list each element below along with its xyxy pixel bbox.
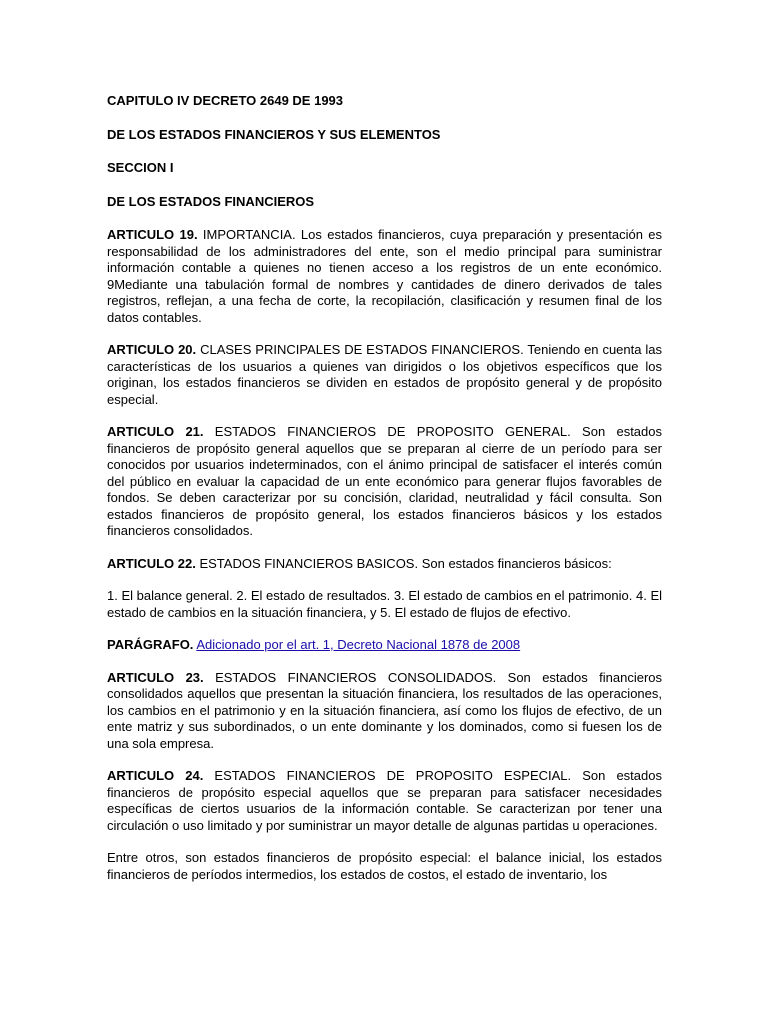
article-24-text: ESTADOS FINANCIEROS DE PROPOSITO ESPECIAL. Son estados financieros de propósito especial aquellos que se preparan para satisfacer necesidades específicas de ciertos usuarios de la información contable. Se caracterizan por tener una circulación o uso limitado y por suministrar un mayor detalle de algunas partidas u operaciones. (107, 768, 662, 833)
chapter-title: CAPITULO IV DECRETO 2649 DE 1993 (107, 93, 344, 108)
article-21 (107, 424, 662, 540)
article-19-text: IMPORTANCIA. Los estados financieros, cuya preparación y presentación es responsabilidad de los administradores del ente, son el medio principal para suministrar información contable a quienes no tienen acceso a los registros de un ente económico. 9Mediante una tabulación formal de nombres y cantidades de dinero derivados de tales registros, reflejan, a una fecha de corte, la recopilación, clasificación y resumen final de los datos contables. (107, 227, 662, 325)
paragrafo (107, 637, 662, 654)
special-statements-paragraph: Entre otros, son estados financieros de propósito especial: el balance inicial, los estados financieros de períodos intermedios, los estados de costos, el estado de inventario, los (107, 850, 662, 882)
article-23 (107, 670, 662, 753)
article-23-label: ARTICULO 23. (107, 669, 204, 685)
article-23-text: ESTADOS FINANCIEROS CONSOLIDADOS. Son estados financieros consolidados aquellos que presentan la situación financiera, los resultados de las operaciones, los cambios en el patrimonio y en la situación financiera, así como los flujos de efectivo, de un ente matriz y sus subordinados, o un ente dominante y los dominados, como si fuesen los de una sola empresa. (107, 669, 663, 751)
article-19 (107, 227, 662, 326)
article-20 (107, 342, 662, 408)
article-21-text: ESTADOS FINANCIEROS DE PROPOSITO GENERAL. Son estados financieros de propósito general aquellos que se preparan al cierre de un período para ser conocidos por usuarios indeterminados, con el ánimo principal de satisfacer el interés común del público en evaluar la capacidad de un ente económico para generar flujos favorables de fondos. Se deben caracterizar por su concisión, claridad, neutralidad y fácil consulta. Son estados financieros de propósito general, los estados financieros básicos y los estados financieros consolidados. (107, 424, 662, 538)
article-24-label: ARTICULO 24. (107, 768, 204, 783)
section-subtitle: DE LOS ESTADOS FINANCIEROS (107, 193, 315, 209)
article-22-text: ESTADOS FINANCIEROS BASICOS. Son estados financieros básicos: (195, 555, 612, 571)
document-page (107, 93, 662, 883)
chapter-subtitle: DE LOS ESTADOS FINANCIEROS Y SUS ELEMENTOS (107, 126, 441, 142)
article-24 (107, 768, 662, 834)
article-20-label: ARTICULO 20. (107, 342, 197, 357)
section-title: SECCION I (107, 160, 174, 175)
basic-statements-list: 1. El balance general. 2. El estado de resultados. 3. El estado de cambios en el patrimonio. 4. El estado de cambios en la situación financiera, y 5. El estado de flujos de efectivo. (107, 588, 663, 620)
paragrafo-label: PARÁGRAFO. (107, 637, 194, 652)
article-22 (107, 556, 662, 573)
article-19-label: ARTICULO 19. (107, 227, 198, 242)
article-20-text: CLASES PRINCIPALES DE ESTADOS FINANCIEROS. Teniendo en cuenta las características de los usuarios a quienes van dirigidos o los objetivos específicos que los originan, los estados financieros se dividen en estados de propósito general y de propósito especial. (107, 342, 663, 407)
article-22-label: ARTICULO 22. (107, 555, 196, 571)
article-21-label: ARTICULO 21. (107, 424, 204, 439)
paragrafo-link[interactable]: Adicionado por el art. 1, Decreto Nacional 1878 de 2008 (196, 637, 521, 652)
